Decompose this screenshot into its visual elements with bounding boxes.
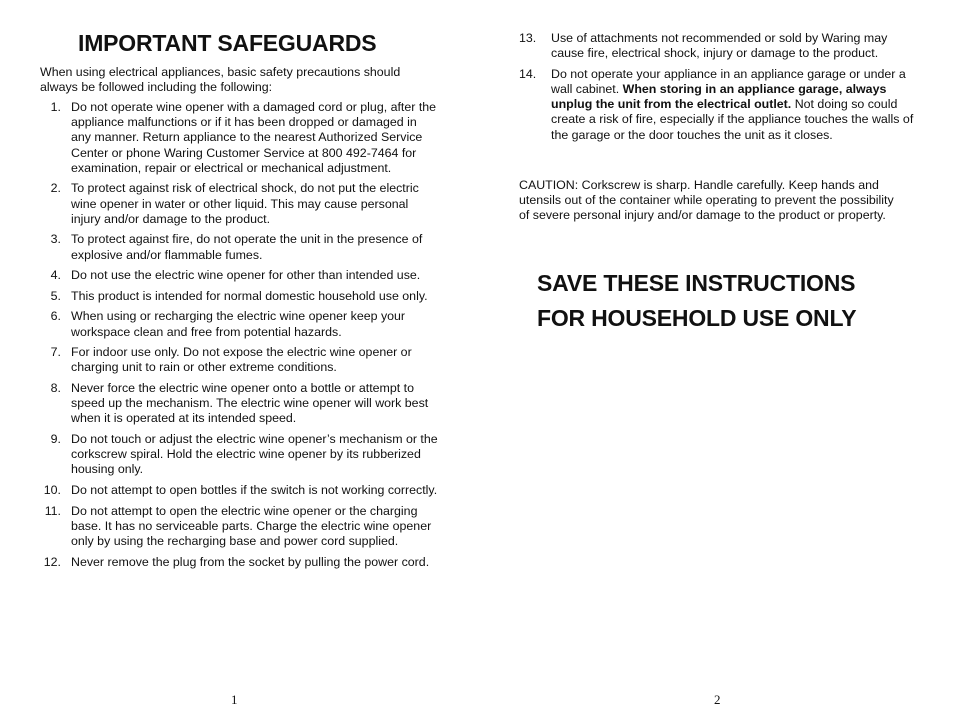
list-item [40, 432, 440, 478]
item-text: For indoor use only. Do not expose the electric wine opener or charging unit to rain or other extreme conditions. [71, 345, 412, 375]
item-text: Do not operate your appliance in an appliance garage or under a wall cabinet. [551, 66, 906, 96]
intro-paragraph: When using electrical appliances, basic safety precautions should always be followed including the following: [40, 65, 401, 95]
item-number: 7. [50, 345, 61, 360]
safeguards-list [40, 100, 440, 575]
item-number: 13. [519, 31, 537, 45]
item-text: Do not attempt to open bottles if the switch is not working correctly. [71, 482, 438, 497]
item-text: Do not attempt to open the electric wine opener or the charging base. It has no serviceable parts. Charge the electric wine opener only by using the recharging base and power cord supplied. [71, 503, 432, 548]
list-item [40, 483, 440, 498]
item-number: 2. [50, 181, 61, 196]
item-number: 8. [50, 380, 61, 395]
item-number: 9. [50, 431, 61, 446]
list-item [40, 555, 440, 570]
item-text: Do not use the electric wine opener for other than intended use. [71, 268, 421, 283]
page-title: IMPORTANT SAFEGUARDS [78, 30, 377, 56]
list-item [40, 232, 440, 262]
item-number: 11. [44, 503, 61, 518]
list-item [40, 381, 440, 427]
item-number: 6. [50, 309, 61, 324]
item-text-bold: When storing in an appliance garage, always unplug the unit from the electrical outlet. [551, 82, 887, 112]
save-heading-line2: FOR HOUSEHOLD USE ONLY [537, 305, 857, 331]
list-item [40, 289, 440, 304]
safeguards-list-continued [519, 31, 914, 148]
item-number: 5. [50, 288, 61, 303]
item-number: 12. [43, 554, 61, 569]
item-text: Never remove the plug from the socket by pulling the power cord. [71, 554, 430, 569]
list-item [519, 31, 914, 61]
list-item [40, 181, 440, 227]
item-text: Never force the electric wine opener onto a bottle or attempt to speed up the mechanism. The electric wine opener will work best when it is operated at its intended speed. [71, 380, 429, 426]
caution-paragraph: CAUTION: Corkscrew is sharp. Handle carefully. Keep hands and utensils out of the container while operating to prevent the possibility of severe personal injury and/or damage to the product or property. [519, 178, 894, 223]
item-text: This product is intended for normal domestic household use only. [71, 288, 428, 303]
item-text: Do not touch or adjust the electric wine opener’s mechanism or the corkscrew spiral. Hold the electric wine opener by its rubberized housing only. [71, 431, 438, 477]
item-text: Do not operate wine opener with a damaged cord or plug, after the appliance malfunctions or if it has been dropped or damaged in any manner. Return appliance to the nearest Authorized Service Center or phone Waring Customer Service at 800 492-7464 for examination, repair or electrical or mechanical adjustment. [71, 100, 437, 175]
page-number: 2 [714, 692, 721, 707]
list-item [40, 345, 440, 375]
save-heading-line1: SAVE THESE INSTRUCTIONS [537, 270, 856, 296]
list-item [40, 268, 440, 283]
item-text: To protect against risk of electrical shock, do not put the electric wine opener in water or other liquid. This may cause personal injury and/or damage to the product. [71, 181, 419, 226]
item-number: 3. [50, 232, 61, 247]
item-text: Use of attachments not recommended or sold by Waring may cause fire, electrical shock, injury or damage to the product. [551, 31, 888, 61]
list-item [40, 100, 440, 176]
item-number: 1. [50, 100, 61, 114]
list-item [40, 309, 440, 339]
item-number: 10. [43, 482, 61, 497]
item-text: To protect against fire, do not operate the unit in the presence of explosive and/or flammable fumes. [71, 232, 423, 262]
list-item [40, 504, 440, 550]
item-number: 14. [519, 66, 537, 81]
item-number: 4. [50, 268, 61, 283]
item-text: When using or recharging the electric wine opener keep your workspace clean and free from potential hazards. [71, 309, 406, 339]
right-page [477, 0, 954, 726]
page-number: 1 [231, 692, 238, 707]
save-instructions-heading [537, 266, 856, 336]
list-item [519, 67, 914, 143]
item-text-continued: Not doing so could create a risk of fire, especially if the appliance touches the walls of the garage or the door touches the unit as it closes. [551, 97, 914, 142]
